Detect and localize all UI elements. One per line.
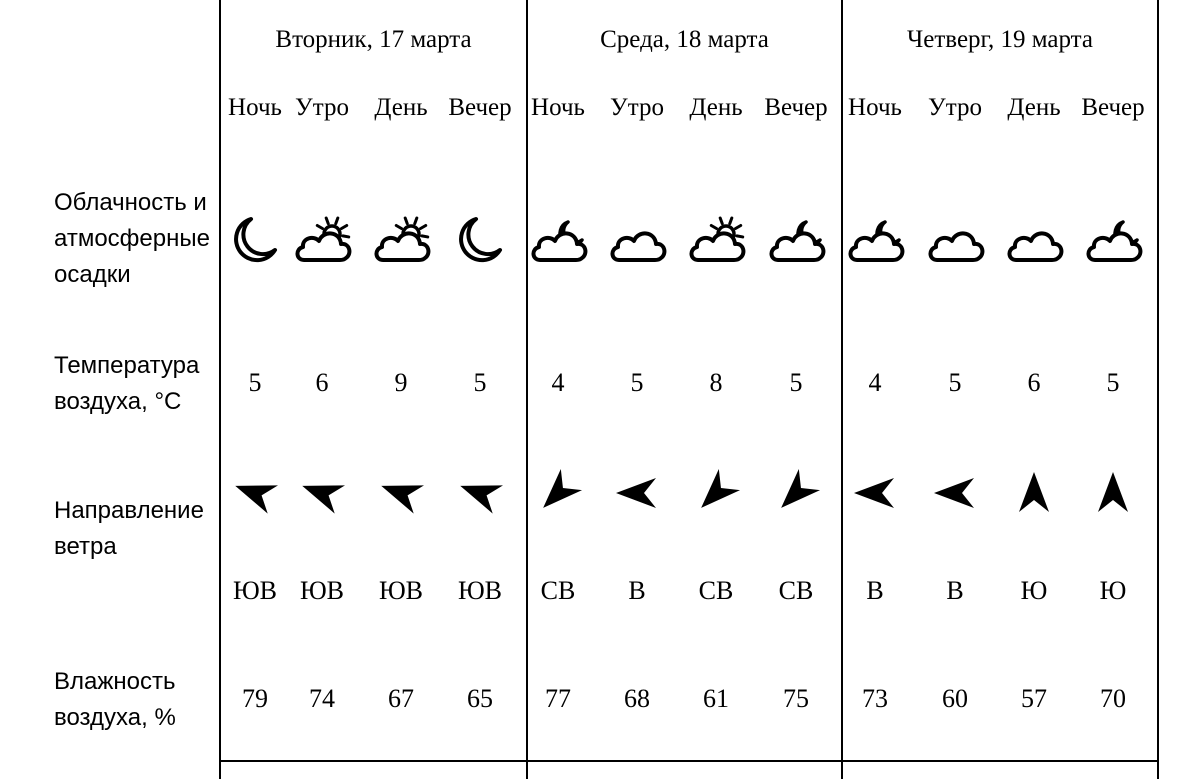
wind-direction: СВ [698,576,734,605]
wind-direction: Ю [1020,576,1048,605]
humidity-value: 75 [783,684,809,713]
wind-direction: ЮВ [378,576,424,605]
sun-behind-cloud-icon [371,210,431,270]
period-label: Ночь [848,94,902,121]
humidity-value: 73 [862,684,888,713]
temperature-value: 5 [248,368,262,397]
wind-arrow-icon [770,467,822,519]
wind-direction: СВ [540,576,576,605]
weather-icon-cell [925,210,985,270]
temperature-value: 4 [551,368,565,397]
row-label-line: атмосферные [54,225,210,252]
wind-arrow-icon [296,467,348,519]
wind-arrow-icon [229,467,281,519]
row-label-line: осадки [54,261,131,288]
period-label: Утро [610,94,664,121]
period-label: День [689,94,743,121]
row-label-temperature [54,348,199,420]
weather-icon-cell [845,210,905,270]
day-title: Среда, 18 марта [600,26,769,53]
period-label: Ночь [531,94,585,121]
row-label-line: воздуха, °C [54,388,182,415]
humidity-value: 65 [467,684,493,713]
wind-direction: ЮВ [299,576,345,605]
table-border-right [1157,0,1159,779]
day-title: Вторник, 17 марта [275,26,472,53]
wind-arrow-icon [1087,467,1139,519]
wind-arrow-icon [690,467,742,519]
period-label: Утро [928,94,982,121]
moon-behind-cloud-icon [766,210,826,270]
row-label-humidity [54,664,176,736]
temperature-value: 4 [868,368,882,397]
row-label-wind [54,493,204,565]
row-label-line: Облачность и [54,189,207,216]
cloud-icon [925,210,985,270]
wind-direction: ЮВ [232,576,278,605]
weather-icon-cell [766,210,826,270]
temperature-value: 6 [1027,368,1041,397]
weather-icon-cell [292,210,352,270]
temperature-value: 5 [473,368,487,397]
period-label: Вечер [1081,94,1145,121]
sun-behind-cloud-icon [292,210,352,270]
row-label-line: Температура [54,352,200,379]
wind-arrow-icon [532,467,584,519]
period-label: Ночь [228,94,282,121]
moon-behind-cloud-icon [845,210,905,270]
temperature-value: 5 [789,368,803,397]
wind-direction: Ю [1099,576,1127,605]
period-label: Вечер [764,94,828,121]
sun-behind-cloud-icon [686,210,746,270]
wind-arrow-icon [849,467,901,519]
cloud-icon [1004,210,1064,270]
weather-icon-cell [1083,210,1143,270]
wind-direction: В [866,576,884,605]
weather-icon-cell [528,210,588,270]
humidity-value: 57 [1021,684,1047,713]
weather-icon-cell [450,210,510,270]
moon-behind-cloud-icon [1083,210,1143,270]
temperature-value: 9 [394,368,408,397]
humidity-value: 67 [388,684,414,713]
moon-icon [225,210,285,270]
period-label: День [374,94,428,121]
temperature-value: 8 [709,368,723,397]
row-label-line: Направление [54,497,204,524]
wind-arrow-icon [454,467,506,519]
row-label-line: Влажность [54,668,176,695]
moon-behind-cloud-icon [528,210,588,270]
humidity-value: 70 [1100,684,1126,713]
humidity-value: 74 [309,684,335,713]
period-label: День [1007,94,1061,121]
wind-arrow-icon [375,467,427,519]
weather-icon-cell [607,210,667,270]
row-label-line: воздуха, % [54,704,176,731]
temperature-value: 5 [948,368,962,397]
period-label: Утро [295,94,349,121]
wind-arrow-icon [929,467,981,519]
humidity-value: 77 [545,684,571,713]
weather-icon-cell [1004,210,1064,270]
humidity-value: 60 [942,684,968,713]
day-title: Четверг, 19 марта [907,26,1093,53]
row-label-line: ветра [54,533,117,560]
wind-direction: СВ [778,576,814,605]
moon-icon [450,210,510,270]
temperature-value: 5 [630,368,644,397]
wind-direction: В [946,576,964,605]
weather-icon-cell [371,210,431,270]
temperature-value: 5 [1106,368,1120,397]
wind-direction: ЮВ [457,576,503,605]
humidity-value: 61 [703,684,729,713]
humidity-value: 79 [242,684,268,713]
weather-icon-cell [225,210,285,270]
table-border-bottom [219,760,1159,762]
row-label-cloudiness [54,185,210,293]
weather-icon-cell [686,210,746,270]
temperature-value: 6 [315,368,329,397]
wind-arrow-icon [611,467,663,519]
wind-arrow-icon [1008,467,1060,519]
wind-direction: В [628,576,646,605]
period-label: Вечер [448,94,512,121]
humidity-value: 68 [624,684,650,713]
cloud-icon [607,210,667,270]
